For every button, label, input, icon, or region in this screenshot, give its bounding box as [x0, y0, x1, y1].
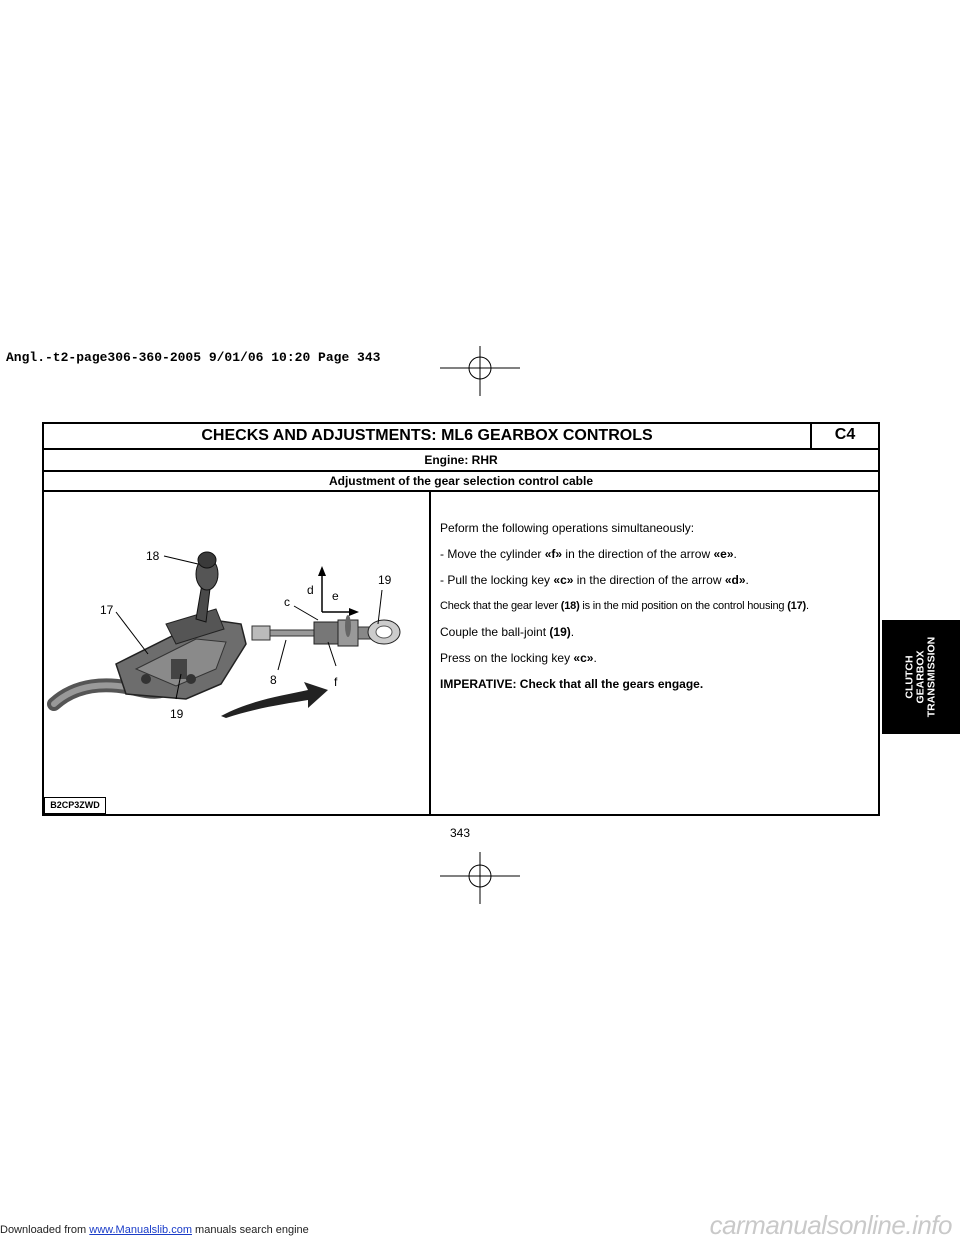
instruction-intro: Peform the following operations simultaneously: — [440, 521, 695, 535]
instruction-imperative: IMPERATIVE: Check that all the gears engage. — [440, 677, 704, 691]
figure-reference: B2CP3ZWD — [44, 797, 106, 814]
instructions — [440, 520, 872, 702]
registration-mark-bottom — [440, 852, 520, 904]
control-housing-drawing — [116, 609, 246, 699]
label-f: f — [334, 675, 338, 689]
watermark: carmanualsonline.info — [709, 1210, 952, 1240]
procedure-title: Adjustment of the gear selection control cable — [42, 470, 880, 492]
column-divider — [429, 490, 431, 816]
label-17: 17 — [100, 603, 114, 617]
label-18: 18 — [146, 549, 160, 563]
label-8: 8 — [270, 673, 277, 687]
page-title: CHECKS AND ADJUSTMENTS: ML6 GEARBOX CONTROLS — [201, 427, 653, 444]
section-code: C4 — [810, 424, 878, 448]
label-d: d — [307, 583, 314, 597]
curved-arrow-drawing — [221, 682, 328, 718]
label-19-housing: 19 — [170, 707, 184, 721]
instruction-step-2: - Pull the locking key «c» in the direction of the arrow «d». — [440, 573, 749, 587]
side-tab-label: CLUTCH GEARBOX TRANSMISSION — [903, 636, 938, 718]
label-19-balljoint: 19 — [378, 573, 392, 587]
section-side-tab — [882, 620, 960, 734]
instruction-step-4: Couple the ball-joint (19). — [440, 625, 575, 639]
instruction-step-5: Press on the locking key «c». — [440, 651, 597, 665]
label-c: c — [284, 595, 290, 609]
page-number: 343 — [449, 826, 471, 840]
manualslib-link[interactable]: www.Manualslib.com — [89, 1224, 192, 1236]
print-header: Angl.-t2-page306-360-2005 9/01/06 10:20 Page 343 — [6, 350, 381, 365]
registration-mark-top — [440, 346, 520, 396]
instruction-step-3: Check that the gear lever (18) is in the mid position on the control housing (17). — [440, 600, 809, 612]
download-footer: Downloaded from www.Manualslib.com manuals search engine — [0, 1224, 309, 1236]
gearbox-control-illustration — [46, 494, 426, 794]
instruction-step-1: - Move the cylinder «f» in the direction of the arrow «e». — [440, 547, 737, 561]
engine-label: Engine: RHR — [42, 448, 880, 472]
label-e: e — [332, 589, 339, 603]
cable-end-detail-drawing — [252, 615, 400, 646]
